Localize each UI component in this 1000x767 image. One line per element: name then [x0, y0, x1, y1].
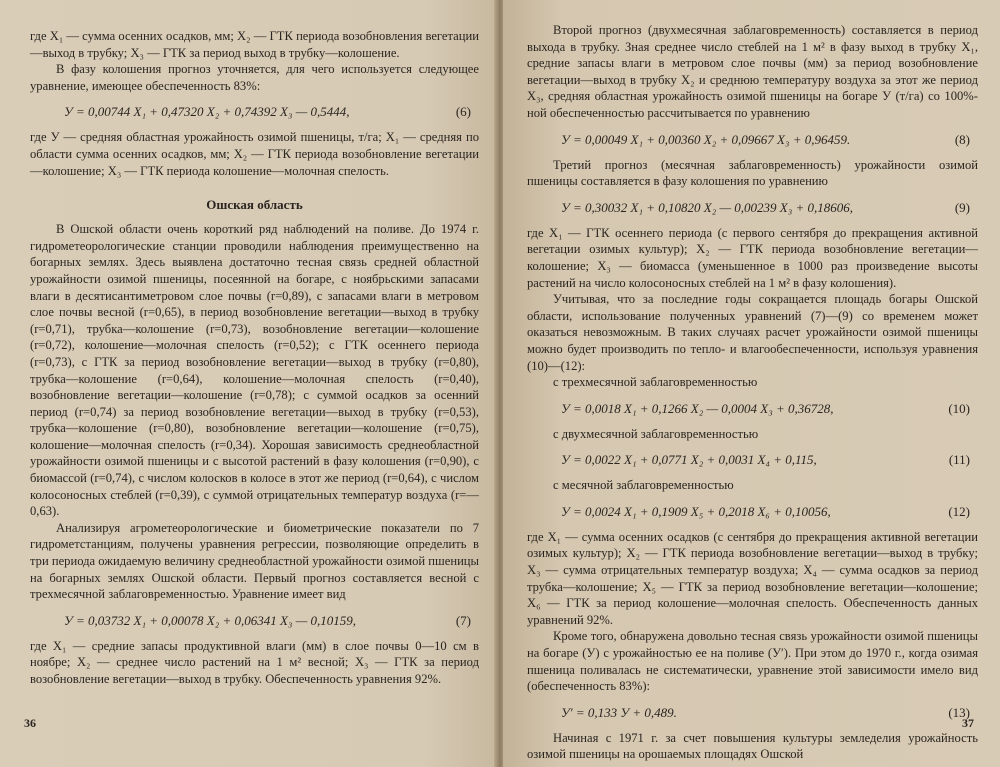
paragraph: где X₁ — сумма осенних осадков, мм; X₂ — ГТК периода возобновления вегетации—выход в трубку; X₃ — ГТК за период выход в трубку—колошение.	[30, 29, 479, 60]
equation-label: с месячной заблаговременностью	[553, 478, 734, 493]
paragraph: где X₁ — сумма осенних осадков (с сентября до прекращения активной вегетации озимых культур); X₂ — ГТК периода возобновление вегетации—выход в трубку; X₃ — сумма отрицательных температур воздуха; X₄ — сумма осадков за период трубка—колошение; X₅ — ГТК за период возобновление вегетации—колошение; X₆ — ГТК за период колошение—молочная спелость. Обеспеченность данных уравнений 92%.	[527, 529, 978, 627]
equation-number: (10)	[948, 400, 970, 416]
equation-label: с трехмесячной заблаговременностью	[553, 375, 758, 390]
paragraph: Учитывая, что за последние годы сокращается площадь богары Ошской области, использование полученных уравнений (7)—(9) со временем может оказаться невозможным. В таких случаях расчет урожайности озимой пшеницы можно будет производить по тепло- и влагообеспеченности, используя уравнения (10)—(12):	[527, 292, 978, 373]
equation-9	[527, 199, 978, 216]
equation-number: (9)	[954, 199, 970, 215]
page-number: 36	[24, 716, 36, 730]
paragraph: где X₁ — ГТК осеннего периода (с первого сентября до прекращения активной вегетации озимых культур); X₂ — ГТК периода возобновление вегетации—колошение; X₃ — биомасса (уменьшенное в 1000 раз произведение высоты растений на число колосоносных стеблей на 1 м² в фазу колошения).	[527, 225, 978, 290]
equation-formula: У = 0,0022 X₁ + 0,0771 X₂ + 0,0031 X₄ + 0,115,	[561, 452, 817, 468]
right-page	[503, 0, 1000, 767]
paragraph: где X₁ — средние запасы продуктивной влаги (мм) в слое почвы 0—10 см в ноябре; X₂ — среднее число растений на 1 м² весной; X₃ — ГТК за период возобновление вегетации—выход в трубку. Обеспеченность уравнения 92%.	[30, 638, 479, 686]
equation-formula: У = 0,03732 X₁ + 0,00078 X₂ + 0,06341 X₃ — 0,10159,	[64, 612, 357, 628]
equation-12	[527, 503, 978, 520]
equation-13	[527, 704, 978, 721]
paragraph: Второй прогноз (двухмесячная заблаговременность) составляется в период выхода в трубку. Зная среднее число стеблей на 1 м² в фазу выход в трубку X₁, средние запасы влаги в метровом слое почвы (мм) за период возобновление вегетации—выход в трубку X₂ и среднюю температуру воздуха за этот же период X₃, средняя областная урожайность озимой пшеницы на богаре У (т/га) со 100%-ной обеспеченностью рассчитывается по уравнению	[527, 23, 978, 120]
paragraph: Анализируя агрометеорологические и биометрические показатели по 7 гидрометстанциям, получены уравнения регрессии, позволяющие определить в три периода ожидаемую величину среднеобластной урожайности озимой пшеницы на богарных землях Ошской области. Первый прогноз составляется весной с трехмесячной заблаговременностью. Уравнение имеет вид	[30, 520, 480, 602]
equation-formula: У = 0,00744 X₁ + 0,47320 X₂ + 0,74392 X₃ — 0,5444,	[64, 104, 350, 120]
equation-6	[30, 103, 479, 120]
equation-11	[527, 451, 978, 468]
section-heading: Ошская область	[206, 197, 303, 213]
equation-label: с двухмесячной заблаговременностью	[553, 426, 759, 441]
paragraph: Кроме того, обнаружена довольно тесная связь урожайности озимой пшеницы на богаре (У) с урожайностью ее на поливе (У′). При этом до 1970 г., когда озимая пшеница поливалась не систематически, уравнение этой зависимости имело вид (обеспеченность 83%):	[527, 629, 978, 694]
paragraph: В Ошской области очень короткий ряд наблюдений на поливе. До 1974 г. гидрометеорологические станции проводили наблюдения преимущественно на богарных землях. Здесь выявлена достаточно тесная связь средней областной урожайности озимой пшеницы, посеянной на богаре, с ноябрьскими запасами влаги в десятисантиметровом слое почвы (r=0,89), с запасами влаги в метровом слое почвы весной (r=0,65), в период возобновление вегетации—выход в трубку (r=0,71), трубка—колошение (r=0,73), возобновление вегетации—колошение (r=0,72), колошение—молочная спелость (r=0,52); с ГТК осеннего периода (r=0,73), с ГТК за период возобновление вегетации—выход в трубку (r=0,80), трубка—колошение (r=0,64), колошение—молочная спелость (r=0,40), возобновление вегетации—колошение (r=0,78); с суммой осадков за осенний период (r=0,74) за период возобновление вегетации—выход в трубку (r=0,53), трубка—колошение (r=0,80), возобновление вегетации—колошение (r=0,75), колошение—молочная спелость (r=0,34). Хорошая зависимость среднеобластной урожайности озимой пшеницы и с высотой растений в фазу колошения (r=0,90), с биомассой (r=0,74), с числом колосков в колосе в этот же период (r=0,64), с числом колосоносных стеблей (r=0,39), с суммой отрицательных температур воздуха (r=—0,63).	[30, 222, 479, 519]
paragraph: где У — средняя областная урожайность озимой пшеницы, т/га; X₁ — средняя по области сумма осенних осадков, мм; X₂ — ГТК периода возобновление вегетации—колошение; X₃ — ГТК периода колошение—молочная спелость.	[30, 130, 479, 178]
equation-formula: У = 0,30032 X₁ + 0,10820 X₂ — 0,00239 X₃ + 0,18606,	[561, 199, 854, 215]
equation-formula: У = 0,00049 X₁ + 0,00360 X₂ + 0,09667 X₃ + 0,96459.	[561, 131, 851, 147]
equation-10	[527, 400, 978, 417]
paragraph: Начиная с 1971 г. за счет повышения культуры земледелия урожайность озимой пшеницы на орошаемых площадях Ошской	[527, 730, 978, 762]
equation-number: (12)	[948, 503, 970, 519]
equation-number: (11)	[948, 452, 970, 468]
paragraph: Третий прогноз (месячная заблаговременность) урожайности озимой пшеницы составляется в фазу колошения по уравнению	[527, 157, 978, 189]
equation-7	[30, 612, 479, 629]
paragraph: В фазу колошения прогноз уточняется, для чего используется следующее уравнение, имеющее обеспеченность 83%:	[30, 62, 479, 93]
equation-number: (13)	[948, 704, 970, 720]
equation-formula: У = 0,0018 X₁ + 0,1266 X₂ — 0,0004 X₃ + 0,36728,	[561, 400, 834, 416]
left-page	[0, 0, 497, 767]
equation-8	[527, 131, 978, 148]
page-number: 37	[962, 716, 974, 730]
equation-formula: У′ = 0,133 У + 0,489.	[561, 704, 677, 720]
equation-formula: У = 0,0024 X₁ + 0,1909 X₅ + 0,2018 X₆ + 0,10056,	[561, 503, 831, 519]
equation-number: (8)	[954, 131, 970, 147]
equation-number: (6)	[455, 104, 471, 120]
equation-number: (7)	[455, 612, 471, 628]
